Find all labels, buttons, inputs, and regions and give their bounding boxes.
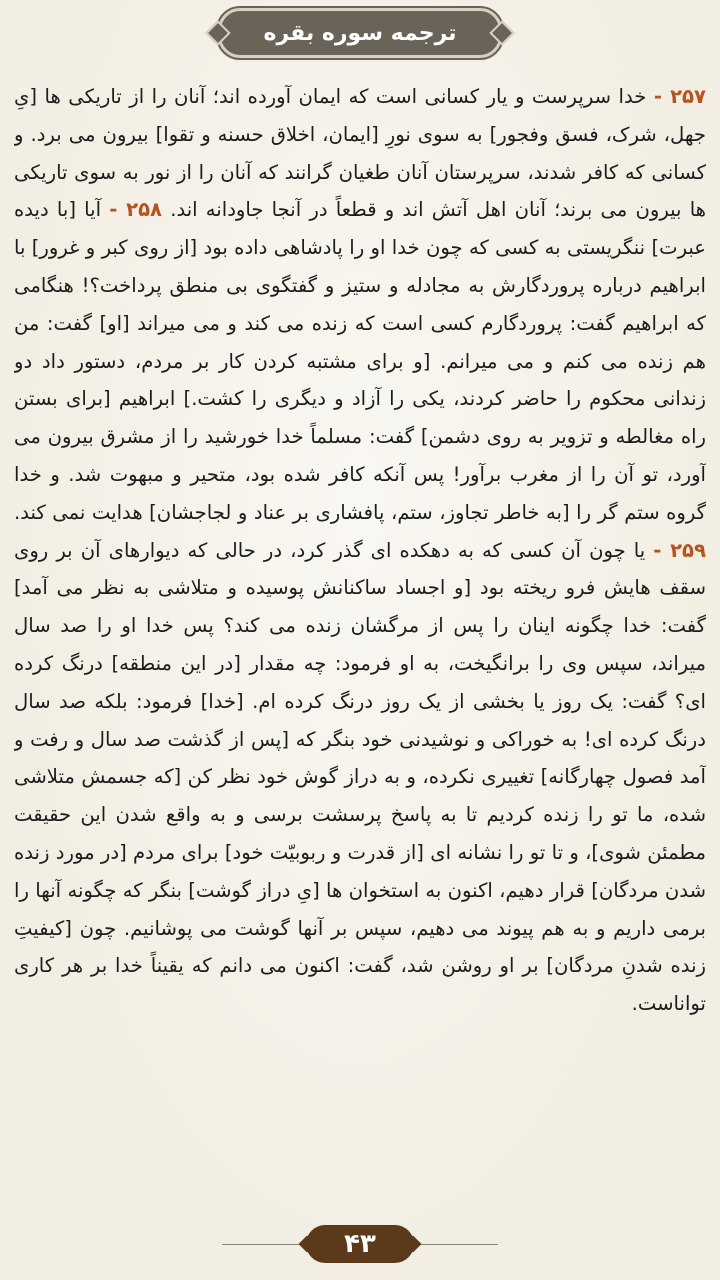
footer bbox=[0, 1220, 720, 1268]
header bbox=[0, 8, 720, 58]
page-title: ترجمه سوره بقره bbox=[263, 20, 457, 46]
page-number-badge bbox=[306, 1225, 414, 1263]
verse-text-259: یا چون آن کسی که به دهکده ای گذر کرد، در حالی که دیوارهای آن بر روی سقف هایش فرو ریخته بود [و اجساد ساکنانش پوسیده و متلاشی به نظر می آمد] گفت: خدا چگونه اینان را پس از مرگشان زنده می کند؟ پس خدا او را صد سال میراند، سپس وی را برانگیخت، به او فرمود: چه مقدار [در این منطقه] درنگ کرده ای؟ گفت: یک روز یا بخشی از یک روز درنگ کرده ام. [خدا] فرمود: بلکه صد سال درنگ کرده ای! به خوراکی و نوشیدنی خود بنگر که [پس از گذشت صد سال و رفت و آمد فصول چهارگانه] تغییری نکرده، و به دراز گوش خود نظر کن [که جسمش متلاشی شده، ما تو را زنده کردیم تا به پاسخ پرسشت برسی و به واقع شدن این حقیقت مطمئن شوی]، و تا تو را نشانه ای [از قدرت و ربوبیّت خود] برای مردم [در مورد زنده شدن مردگان] قرار دهیم، اکنون به استخوان ها [یِ دراز گوشت] بنگر که چگونه آنها را برمی داریم و به هم پیوند می دهیم، سپس بر آنها گوشت می پوشانیم. چون [کیفیتِ زنده شدنِ مردگان] بر او روشن شد، گفت: اکنون می دانم که یقیناً خدا بر هر کاری تواناست. bbox=[14, 538, 706, 1016]
verse-number-257: ۲۵۷ - bbox=[653, 85, 706, 108]
verse-number-258: ۲۵۸ - bbox=[109, 198, 163, 222]
verse-text-257: خدا سرپرست و یار کسانی است که ایمان آورده اند؛ آنان را از تاریکی ها [یِ جهل، شرک، فسق وفجور] به سوی نورِ [ایمان، اخلاق حسنه و تقوا] بیرون می برد. و کسانی که کافر شدند، سرپرستان آنان طغیان گرانند که آنان را از نور به سوی تاریکی ها بیرون می برند؛ آنان اهل آتش اند و قطعاً در آنجا جاودانه اند. bbox=[14, 85, 706, 222]
header-banner bbox=[218, 8, 502, 58]
page-number: ۴۳ bbox=[344, 1229, 376, 1259]
verse-text-258: آیا [با دیده عبرت] ننگریستی به کسی که چون خدا او را پادشاهی داده بود [از روی کبر و غرور] با ابراهیم درباره پروردگارش به مجادله و ستیز و گفتگوی بی منطق پرداخت؟! هنگامی که ابراهیم گفت: پروردگارم کسی است که زنده می کند و می میراند [او] گفت: من هم زنده می کنم و می میرانم. [و برای مشتبه کردن کار بر مردم، دستور داد دو زندانی محکوم را حاضر کردند، یکی را آزاد و دیگری را کشت.] ابراهیم [برای بستن راه مغالطه و تزویر به روی دشمن] گفت: مسلماً خدا خورشید را از مشرق بیرون می آورد، تو آن را از مغرب برآور! پس آنکه کافر شده بود، متحیر و مبهوت شد. و خدا گروه ستم گر را [به خاطر تجاوز، ستم، پافشاری بر عناد و لجاجشان] هدایت نمی کند. bbox=[14, 198, 706, 524]
verse-number-259: ۲۵۹ - bbox=[653, 538, 706, 562]
translation-text bbox=[14, 78, 706, 1168]
